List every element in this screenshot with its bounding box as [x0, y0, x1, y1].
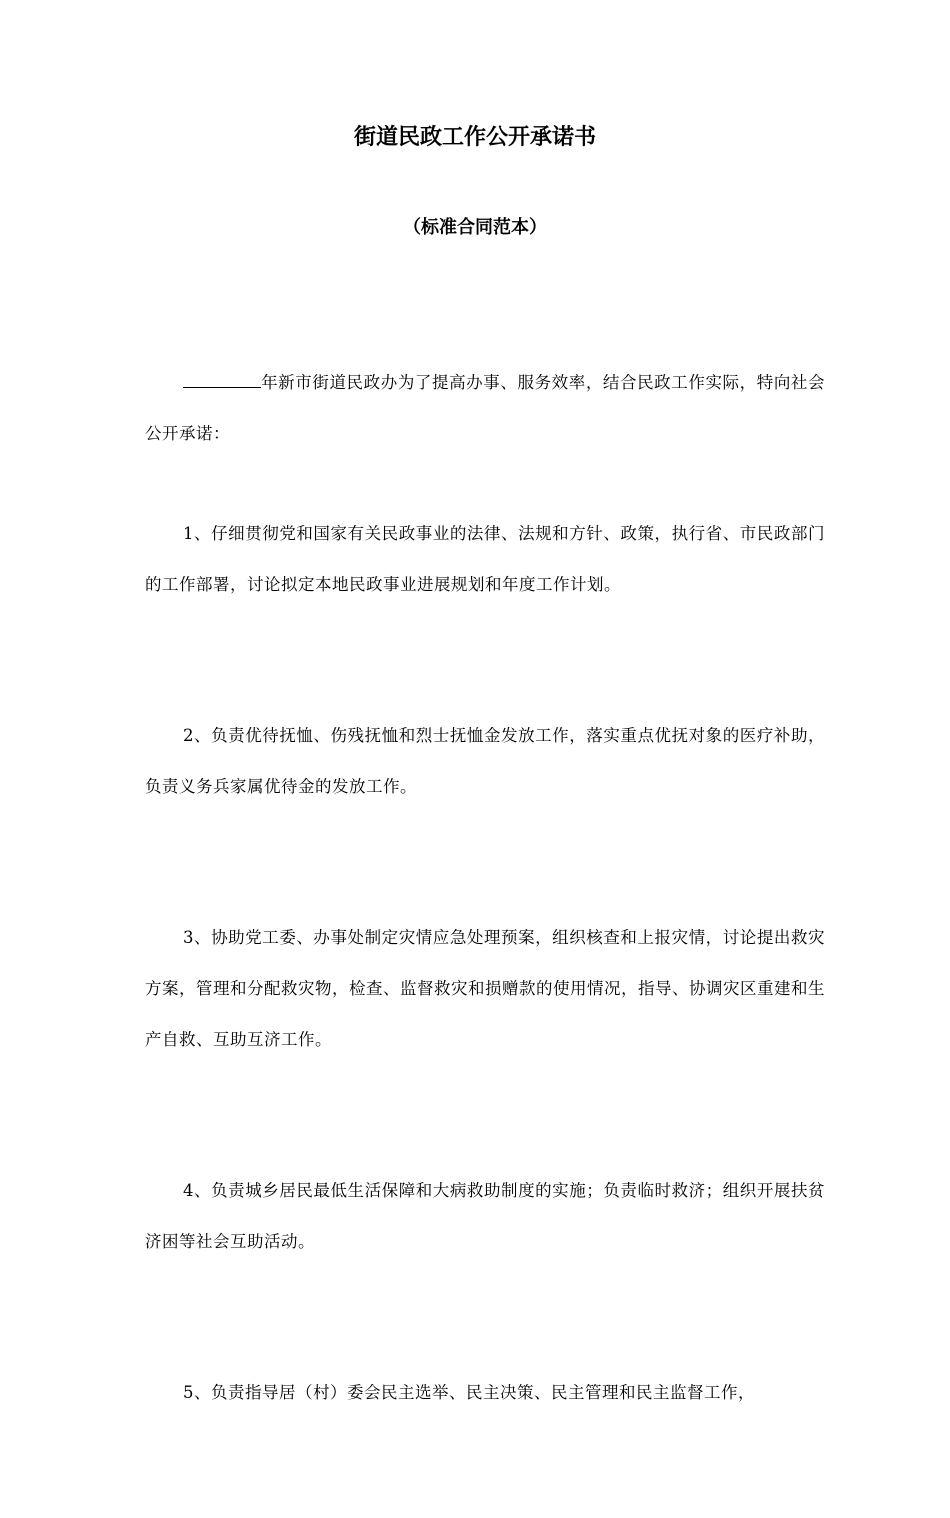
year-blank [183, 373, 261, 388]
paragraph-5: 5、负责指导居（村）委会民主选举、民主决策、民主管理和民主监督工作， [183, 1383, 755, 1402]
document-title: 街道民政工作公开承诺书 [353, 125, 596, 150]
intro-paragraph [145, 357, 825, 459]
paragraph-2: 2、负责优待抚恤、伤残抚恤和烈士抚恤金发放工作，落实重点优抚对象的医疗补助，负责义务兵家属优待金的发放工作。 [145, 726, 825, 796]
paragraph-4: 4、负责城乡居民最低生活保障和大病救助制度的实施；负责临时救济；组织开展扶贫济困等社会互助活动。 [145, 1181, 825, 1251]
document-subtitle: （标准合同范本） [403, 217, 547, 238]
paragraph-1: 1、仔细贯彻党和国家有关民政事业的法律、法规和方针、政策，执行省、市民政部门的工作部署，讨论拟定本地民政事业进展规划和年度工作计划。 [145, 524, 825, 594]
intro-text: 年新市街道民政办为了提高办事、服务效率，结合民政工作实际，特向社会公开承诺： [145, 373, 825, 443]
paragraph-3: 3、协助党工委、办事处制定灾情应急处理预案，组织核查和上报灾情，讨论提出救灾方案，管理和分配救灾物，检查、监督救灾和损赠款的使用情况，指导、协调灾区重建和生产自救、互助互济工作。 [145, 928, 825, 1049]
